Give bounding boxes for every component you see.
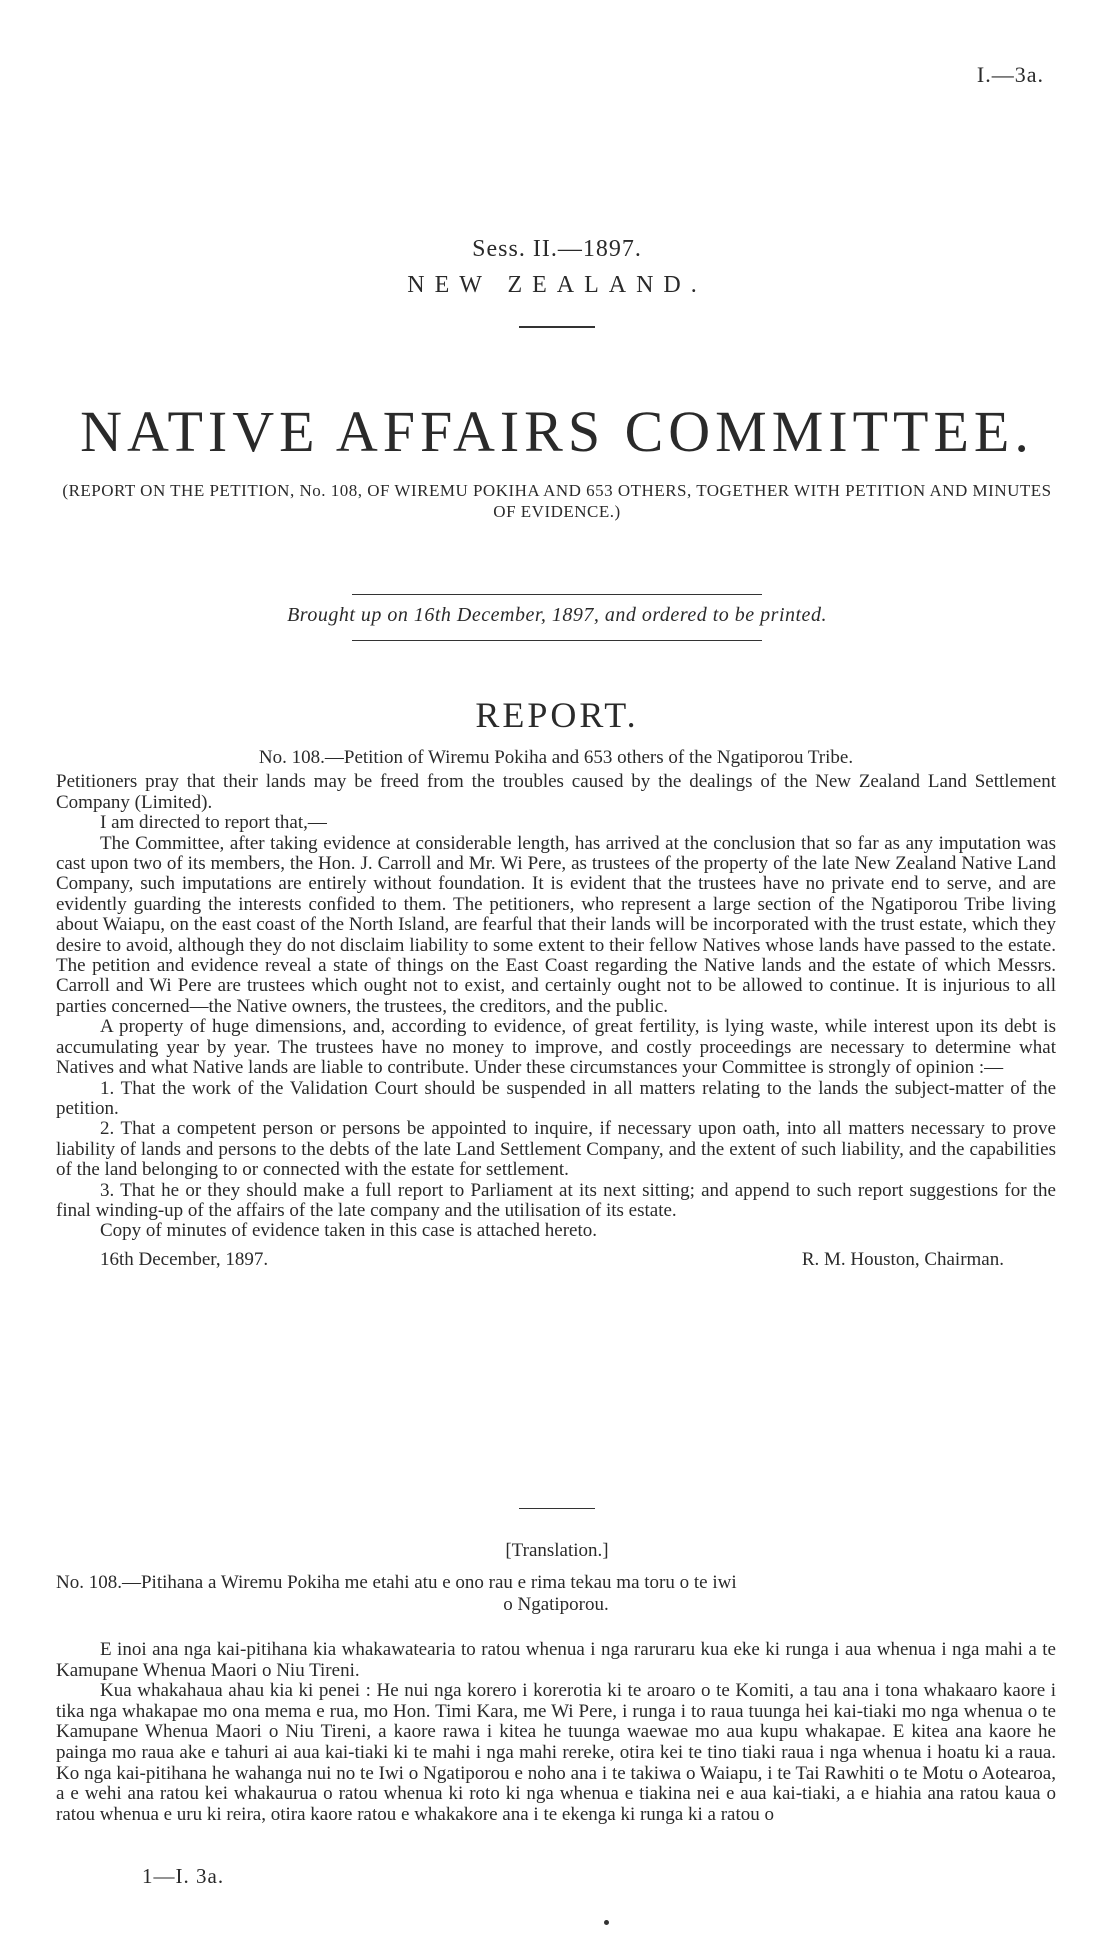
report-date: 16th December, 1897.	[100, 1248, 269, 1270]
report-heading: REPORT.	[475, 695, 639, 735]
country-line: NEW ZEALAND.	[407, 272, 707, 298]
report-paragraph: The Committee, after taking evidence at considerable length, has arrived at the conclusion that so far as any imputation was cast upon two of its members, the Hon. J. Carroll and Mr. Wi Pere, as trustees of the property of the late New Zealand Native Land Company, such imputations are entirely without foundation. It is evident that the trustees have no private end to serve, and are evidently guarding the interests confided to them. The petitioners, who represent a large section of the Ngatiporou Tribe living about Waiapu, on the east coast of the North Island, are fearful that their lands will be incorporated with the trust estate, which they desire to avoid, although they do not disclaim liability to some extent to their fellow Natives whose lands have passed to the estate. The petition and evidence reveal a state of things on the East Coast regarding the Native lands and the estate of which Messrs. Carroll and Wi Pere are trustees which ought not to exist, and certainly ought not to be allowed to continue. It is injurious to all parties concerned—the Native owners, the trustees, the creditors, and the public.	[56, 832, 1056, 1017]
translation-petition-line-1: No. 108.—Pitihana a Wiremu Pokiha me etahi atu e ono rau e rima tekau ma toru o te iwi	[56, 1572, 737, 1593]
report-paragraph: Petitioners pray that their lands may be freed from the troubles caused by the dealings of the New Zealand Land Settlement Company (Limited).	[56, 771, 1056, 813]
report-paragraph: I am directed to report that,—	[100, 812, 327, 834]
divider-rule	[352, 640, 762, 641]
translation-paragraph: Kua whakahaua ahau kia ki penei : He nui nga korero i korerotia ki te aroaro o te Komiti, a tau ana i tona whakaaro kaore i tika nga whakapae mo ona mema e rua, mo Hon. Timi Kara, me Wi Pere, i runga i to raua tuunga hei kai-tiaki mo nga whenua o te Kamupane Whenua Maori o Niu Tireni, a kaore rawa i kitea he tuunga waewae mo aua kupu whakapae. E kitea ana kaore he painga mo raua ake e tahuri ai aua kai-tiaki ki te mahi i nga mahi rereke, otira kei te tino tiaki raua i nga whenua i hoatu ki a raua. Ko nga kai-pitihana he wahanga nui no te Iwi o Ngatiporou e noho ana i te takiwa o Waiapu, i te Tai Rawhiti o te Motu o Aotearoa, a e wehi ana ratou kei whakaurua o ratou whenua ki roto ki nga whenua e tiakina nei e aua kai-tiaki, a e hiahia ana ratou kaua o ratou whenua e uru ki reira, otira kaore ratou e whakakore ana i te ekenga ki runga ki a ratou o	[56, 1680, 1056, 1825]
translation-heading: [Translation.]	[505, 1540, 609, 1561]
signature-row	[56, 1250, 1056, 1276]
chairman-signature: R. M. Houston, Chairman.	[801, 1248, 1004, 1270]
report-paragraph: A property of huge dimensions, and, according to evidence, of great fertility, is lying waste, while interest upon its debt is accumulating year by year. The trustees have no money to improve, and costly proceedings are necessary to determine what Natives and what Native lands are liable to contribute. Under these circumstances your Committee is strongly of opinion :—	[56, 1016, 1056, 1079]
report-body	[56, 748, 1056, 1276]
petition-line: No. 108.—Petition of Wiremu Pokiha and 653 others of the Ngatiporou Tribe.	[258, 747, 854, 768]
translation-petition-line-2: o Ngatiporou.	[503, 1594, 609, 1615]
translation-body	[56, 1640, 1056, 1825]
brought-up-line: Brought up on 16th December, 1897, and ordered to be printed.	[287, 604, 827, 626]
report-paragraph: 2. That a competent person or persons be appointed to inquire, if necessary upon oath, into all matters necessary to prove liability of lands and persons to the debts of the late Land Settlement Company, and the extent of such liability, and the capabilities of the land belonging to or connected with the estate for settlement.	[56, 1118, 1056, 1181]
translation-paragraph: E inoi ana nga kai-pitihana kia whakawatearia to ratou whenua i nga raruraru kua eke ki runga i aua whenua i nga mahi a te Kamupane Whenua Maori o Niu Tireni.	[56, 1639, 1056, 1681]
document-reference: I.—3a.	[976, 62, 1044, 87]
report-paragraph: 1. That the work of the Validation Court should be suspended in all matters relating to the lands the subject-matter of the petition.	[56, 1077, 1056, 1119]
page-title: NATIVE AFFAIRS COMMITTEE.	[80, 399, 1034, 464]
session-line: Sess. II.—1897.	[472, 236, 642, 262]
divider-rule	[519, 1508, 595, 1509]
page-subtitle: (REPORT ON THE PETITION, No. 108, OF WIREMU POKIHA AND 653 OTHERS, TOGETHER WITH PETITION AND MINUTES OF EVIDENCE.)	[62, 481, 1052, 521]
footer-reference: 1—I. 3a.	[142, 1864, 225, 1888]
report-paragraph: Copy of minutes of evidence taken in this case is attached hereto.	[100, 1220, 598, 1242]
page-mark-dot	[604, 1920, 609, 1925]
report-paragraph: 3. That he or they should make a full report to Parliament at its next sitting; and append to such report suggestions for the final winding-up of the affairs of the late company and the utilisation of its estate.	[56, 1179, 1056, 1221]
divider-rule	[352, 594, 762, 595]
divider-rule	[519, 326, 595, 328]
translation-petition-line	[56, 1572, 1056, 1616]
